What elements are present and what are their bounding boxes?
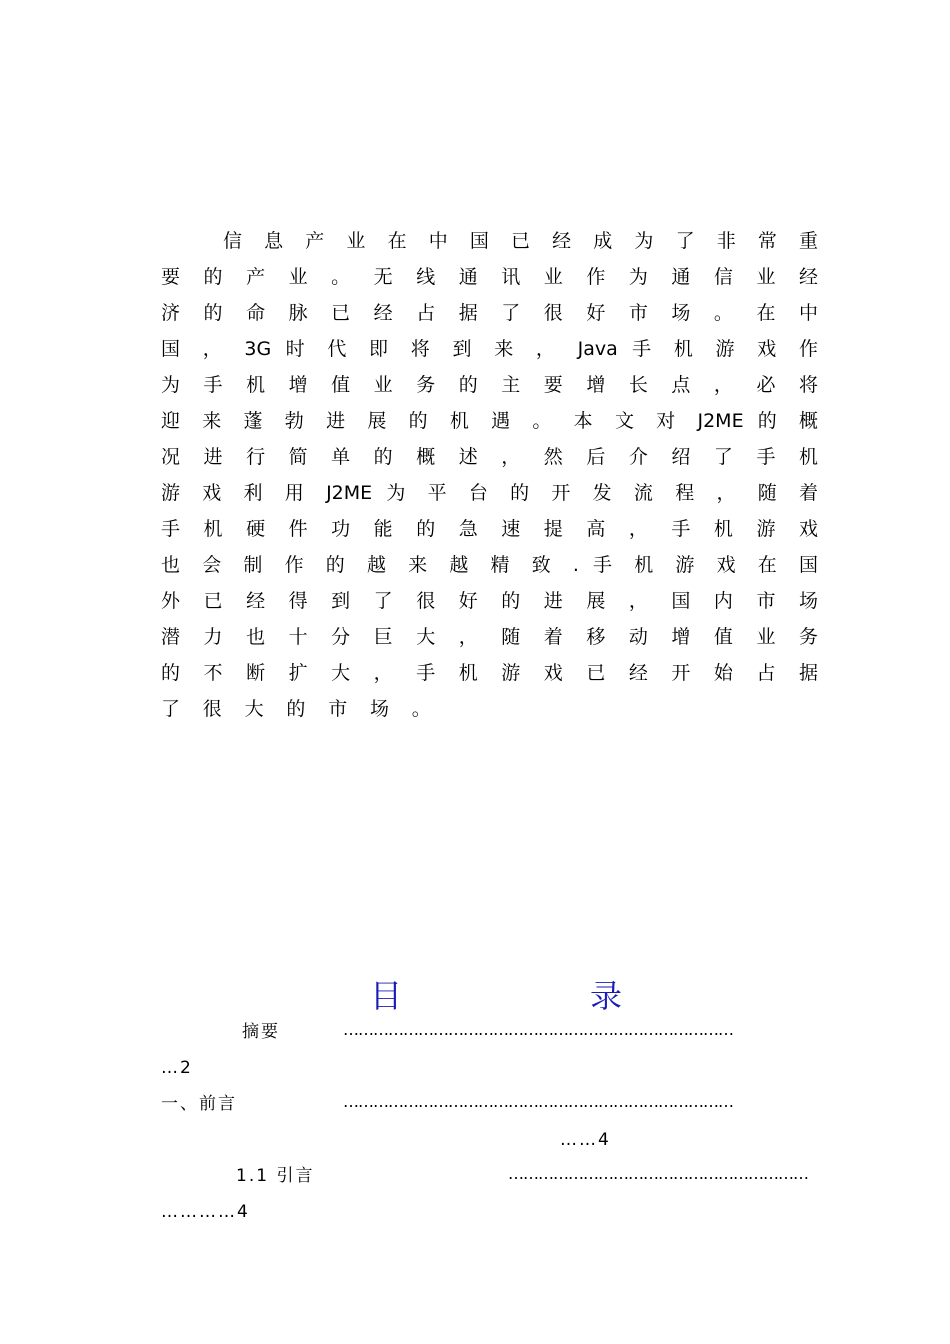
abstract-line: 游 戏 利 用 J2ME 为 平 台 的 开 发 流 程 ， 随 着 <box>161 482 818 504</box>
abstract-line: 济 的 命 脉 已 经 占 据 了 很 好 市 场 。 在 中 <box>161 302 818 324</box>
toc-title: 录 <box>590 977 623 1015</box>
toc-entry-page[interactable]: …………4 <box>161 1202 250 1222</box>
toc-entry-label[interactable]: 1.1 引言 <box>236 1166 315 1186</box>
toc-entry-label[interactable]: 一、前言 <box>161 1094 237 1114</box>
abstract-line: 信 息 产 业 在 中 国 已 经 成 为 了 非 常 重 <box>223 230 818 252</box>
abstract-line: 迎 来 蓬 勃 进 展 的 机 遇 。 本 文 对 J2ME 的 概 <box>161 410 818 432</box>
toc-entry-page[interactable]: …2 <box>161 1058 193 1078</box>
abstract-line: 要 的 产 业 。 无 线 通 讯 业 作 为 通 信 业 经 <box>161 266 818 288</box>
toc-entry-leader: …………………………………………………………………… <box>343 1020 733 1039</box>
abstract-line: 的 不 断 扩 大 ， 手 机 游 戏 已 经 开 始 占 据 <box>161 662 818 684</box>
toc-entry-leader: …………………………………………………… <box>508 1164 808 1183</box>
abstract-paragraph <box>161 226 818 730</box>
abstract-line: 为 手 机 增 值 业 务 的 主 要 增 长 点 ， 必 将 <box>161 374 818 396</box>
abstract-line: 国 ， 3G 时 代 即 将 到 来 ， Java 手 机 游 戏 作 <box>161 338 818 360</box>
abstract-line: 潜 力 也 十 分 巨 大 ， 随 着 移 动 增 值 业 务 <box>161 626 818 648</box>
toc-title: 目 <box>370 977 403 1015</box>
abstract-line: 外 已 经 得 到 了 很 好 的 进 展 ， 国 内 市 场 <box>161 590 818 612</box>
toc-entry-leader: …………………………………………………………………… <box>343 1092 733 1111</box>
abstract-line: 况 进 行 简 单 的 概 述 ， 然 后 介 绍 了 手 机 <box>161 446 818 468</box>
toc-entry-page[interactable]: ……4 <box>560 1130 611 1150</box>
abstract-line: 手 机 硬 件 功 能 的 急 速 提 高 ， 手 机 游 戏 <box>161 518 818 540</box>
abstract-line: 了很大的市场。 <box>161 698 454 720</box>
toc-entry-label[interactable]: 摘要 <box>242 1022 280 1042</box>
abstract-line: 也 会 制 作 的 越 来 越 精 致 . 手 机 游 戏 在 国 <box>161 554 818 576</box>
